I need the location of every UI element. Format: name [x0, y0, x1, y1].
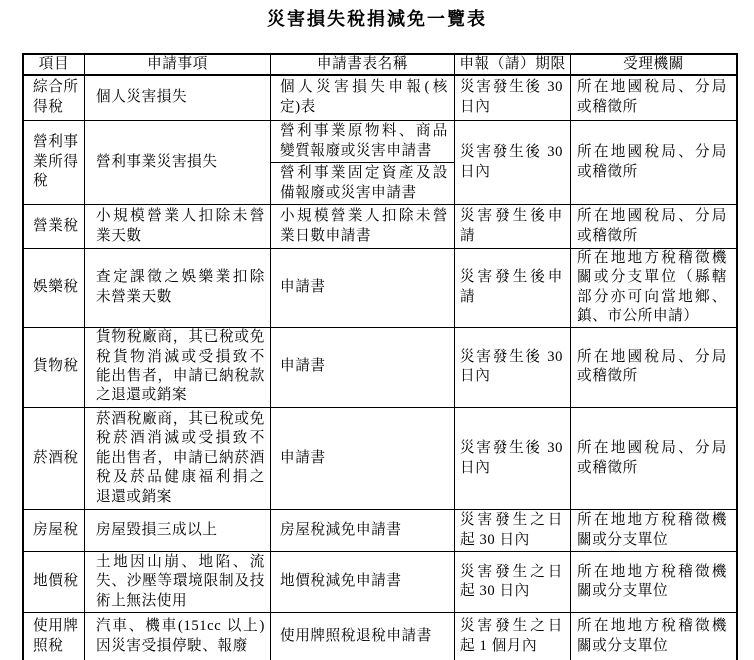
cell-text-line: 稅貨物消滅或受損致不 [96, 348, 265, 365]
table-row-income-tax [24, 75, 736, 121]
cell-text-line: 業天數 [96, 227, 142, 244]
header-label: 申請書表名稱 [316, 56, 409, 72]
cell-text-line: 關或分支單位（縣轄 [577, 269, 727, 286]
cell-text-line: 地價稅減免申請書 [280, 573, 402, 590]
form-entry [271, 162, 454, 204]
cell-text-line: 業日數申請書 [280, 227, 372, 244]
cell-text-line: 貨物稅 [33, 358, 79, 375]
cell-form-name [271, 408, 455, 510]
cell-agency [571, 249, 736, 328]
cell-text-line: 娛樂稅 [33, 279, 79, 296]
cell-text-line: 關或分支單位 [577, 637, 669, 654]
cell-text-line: 申請書 [280, 279, 326, 296]
table-row-business-income-tax [24, 121, 736, 205]
cell-text-line: 營利事業固定資產及設 [280, 165, 448, 182]
cell-text-line: 因災害受損停駛、報廢 [96, 637, 248, 654]
cell-form-name [271, 552, 455, 613]
cell-text-line: 貨物稅廠商，其已稅或免 [96, 329, 265, 346]
cell-text-line: 失、沙壓等環境限制及技 [96, 573, 265, 590]
cell-text-line: 請 [460, 227, 476, 244]
cell-form-name [271, 613, 455, 660]
cell-text-line: 使用牌 [33, 618, 79, 635]
cell-deadline [455, 249, 571, 328]
cell-deadline [455, 205, 571, 249]
cell-text-line: 稅 [33, 173, 49, 190]
cell-text-line: 災害發生後 30 [460, 79, 563, 96]
cell-text-line: 地價稅 [33, 573, 79, 590]
cell-application-item [85, 121, 271, 205]
cell-text-line: 查定課徵之娛樂業扣除 [96, 269, 265, 286]
cell-text-line: 關或分支單位 [577, 531, 669, 548]
cell-deadline [455, 75, 571, 121]
cell-text-line: 起 30 日內 [460, 583, 530, 599]
cell-tax-type [24, 510, 85, 552]
cell-text-line: 起 1 個月內 [460, 637, 538, 654]
form-entry [271, 121, 454, 162]
cell-deadline [455, 613, 571, 660]
cell-text-line: 稅及菸品健康福利捐之 [96, 469, 265, 486]
cell-form-name [271, 75, 455, 121]
cell-text-line: 所在地地方稅稽徵機 [577, 563, 727, 580]
cell-agency [571, 408, 736, 510]
cell-text-line: 或稽徵所 [577, 98, 638, 115]
cell-text-line: 日內 [460, 368, 491, 384]
cell-application-item [85, 327, 271, 408]
cell-text-line: 請 [460, 288, 476, 305]
cell-tax-type [24, 205, 85, 249]
cell-text-line: 退還或銷案 [96, 488, 172, 505]
cell-agency [571, 327, 736, 408]
cell-form-name [271, 327, 455, 408]
cell-text-line: 所在地國稅局、分局 [577, 348, 727, 365]
cell-application-item [85, 510, 271, 552]
table-row-commodity-tax [24, 327, 736, 408]
cell-text-line: 房屋毀損三成以上 [96, 521, 218, 538]
cell-text-line: 小規模營業人扣除未營 [96, 208, 265, 225]
cell-tax-type [24, 552, 85, 613]
cell-tax-type [24, 121, 85, 205]
header-cell-form-name [271, 55, 455, 76]
cell-application-item [85, 552, 271, 613]
header-label: 申請事項 [147, 56, 208, 72]
cell-deadline [455, 327, 571, 408]
cell-text-line: 所在地地方稅稽徵機 [577, 618, 727, 635]
cell-text-line: 災害發生之日 [460, 618, 563, 635]
cell-text-line: 業所得 [33, 153, 79, 170]
cell-application-item [85, 408, 271, 510]
tax-relief-table [22, 53, 738, 660]
cell-agency [571, 552, 736, 613]
header-cell-application [85, 55, 271, 76]
table-row-amusement-tax [24, 249, 736, 327]
cell-text-line: 所在地國稅局、分局 [577, 79, 727, 96]
cell-text-line: 營業稅 [33, 217, 79, 234]
cell-text-line: 能出售者，申請已納稅款 [96, 368, 265, 384]
cell-text-line: 營利事業災害損失 [96, 153, 218, 170]
cell-text-line: 菸酒稅 [33, 449, 79, 466]
cell-text-line: 所在地地方稅稽徵機 [577, 250, 727, 266]
cell-text-line: 申請書 [280, 449, 326, 466]
cell-text-line: 得稅 [33, 98, 64, 115]
cell-application-item [85, 249, 271, 328]
cell-text-line: 日內 [460, 98, 491, 115]
cell-application-item [85, 205, 271, 249]
header-label: 受理機關 [623, 56, 684, 72]
cell-text-line: 土地因山崩、地陷、流 [96, 553, 265, 570]
document-title: 災害損失稅捐減免一覽表 [267, 9, 487, 29]
cell-text-line: 汽車、機車(151cc 以上) [96, 618, 265, 635]
cell-text-line: 所在地國稅局、分局 [577, 144, 727, 161]
cell-text-line: 災害發生後申 [460, 208, 563, 225]
cell-text-line: 之退還或銷案 [96, 387, 188, 404]
table-header-row [24, 55, 736, 75]
cell-text-line: 關或分支單位 [577, 583, 669, 599]
cell-text-line: 起 30 日內 [460, 531, 530, 548]
header-cell-deadline [455, 55, 571, 76]
cell-text-line: 災害發生後申 [460, 269, 563, 286]
cell-form-name [271, 249, 455, 328]
cell-deadline [455, 121, 571, 205]
cell-text-line: 能出售者，申請已納菸酒 [96, 449, 265, 466]
cell-text-line: 個人災害損失 [96, 88, 188, 105]
header-cell-agency [571, 55, 736, 76]
cell-agency [571, 75, 736, 121]
cell-tax-type [24, 327, 85, 408]
cell-text-line: 鎮、市公所申請） [577, 308, 699, 325]
cell-form-name [271, 510, 455, 552]
cell-deadline [455, 408, 571, 510]
table-row-business-tax [24, 205, 736, 249]
cell-text-line: 災害發生後 30 [460, 440, 563, 457]
cell-deadline [455, 552, 571, 613]
cell-text-line: 營利事業原物料、商品 [280, 123, 448, 140]
cell-deadline [455, 510, 571, 552]
cell-text-line: 未營業天數 [96, 288, 172, 305]
cell-agency [571, 510, 736, 552]
table-row-license-tax [24, 613, 736, 660]
cell-text-line: 日內 [460, 459, 491, 476]
cell-application-item [85, 75, 271, 121]
table-row-house-tax [24, 510, 736, 552]
cell-text-line: 或稽徵所 [577, 459, 638, 476]
cell-text-line: 災害發生之日 [460, 563, 563, 580]
cell-text-line: 日內 [460, 163, 491, 180]
cell-text-line: 定)表 [280, 98, 316, 115]
cell-text-line: 或稽徵所 [577, 368, 638, 384]
cell-text-line: 災害發生後 30 [460, 144, 563, 161]
cell-text-line: 房屋稅減免申請書 [280, 521, 402, 538]
cell-tax-type [24, 408, 85, 510]
cell-text-line: 申請書 [280, 358, 326, 375]
cell-text-line: 小規模營業人扣除未營 [280, 208, 448, 225]
cell-text-line: 或稽徵所 [577, 227, 638, 244]
cell-text-line: 綜合所 [33, 79, 79, 96]
cell-text-line: 所在地地方稅稽徵機 [577, 512, 727, 529]
cell-tax-type [24, 75, 85, 121]
cell-text-line: 變質報廢或災害申請書 [280, 142, 432, 159]
cell-text-line: 或稽徵所 [577, 163, 638, 180]
cell-agency [571, 613, 736, 660]
cell-text-line: 使用牌照稅退稅申請書 [280, 627, 432, 644]
cell-text-line: 災害發生之日 [460, 512, 563, 529]
cell-text-line: 稅菸酒消滅或受損致不 [96, 430, 265, 447]
cell-text-line: 菸酒稅廠商，其已稅或免 [96, 410, 265, 427]
cell-text-line: 術上無法使用 [96, 592, 188, 609]
cell-text-line: 所在地國稅局、分局 [577, 440, 727, 457]
cell-text-line: 房屋稅 [33, 521, 79, 538]
cell-tax-type [24, 613, 85, 660]
cell-text-line: 個人災害損失申報(核 [280, 79, 448, 96]
cell-text-line: 所在地國稅局、分局 [577, 208, 727, 225]
cell-form-name [271, 121, 455, 205]
cell-tax-type [24, 249, 85, 328]
cell-text-line: 營利事 [33, 134, 79, 151]
table-row-land-value-tax [24, 552, 736, 613]
cell-text-line: 部分亦可向當地鄉、 [577, 288, 727, 305]
cell-application-item [85, 613, 271, 660]
header-cell-item [24, 55, 85, 76]
cell-agency [571, 121, 736, 205]
table-row-tobacco-alcohol-tax [24, 408, 736, 510]
cell-agency [571, 205, 736, 249]
cell-form-name [271, 205, 455, 249]
header-label: 申報（請）期限 [459, 56, 566, 72]
cell-text-line: 災害發生後 30 [460, 348, 563, 365]
header-label: 項目 [38, 56, 70, 72]
cell-text-line: 照稅 [33, 637, 64, 654]
cell-text-line: 備報廢或災害申請書 [280, 184, 417, 201]
